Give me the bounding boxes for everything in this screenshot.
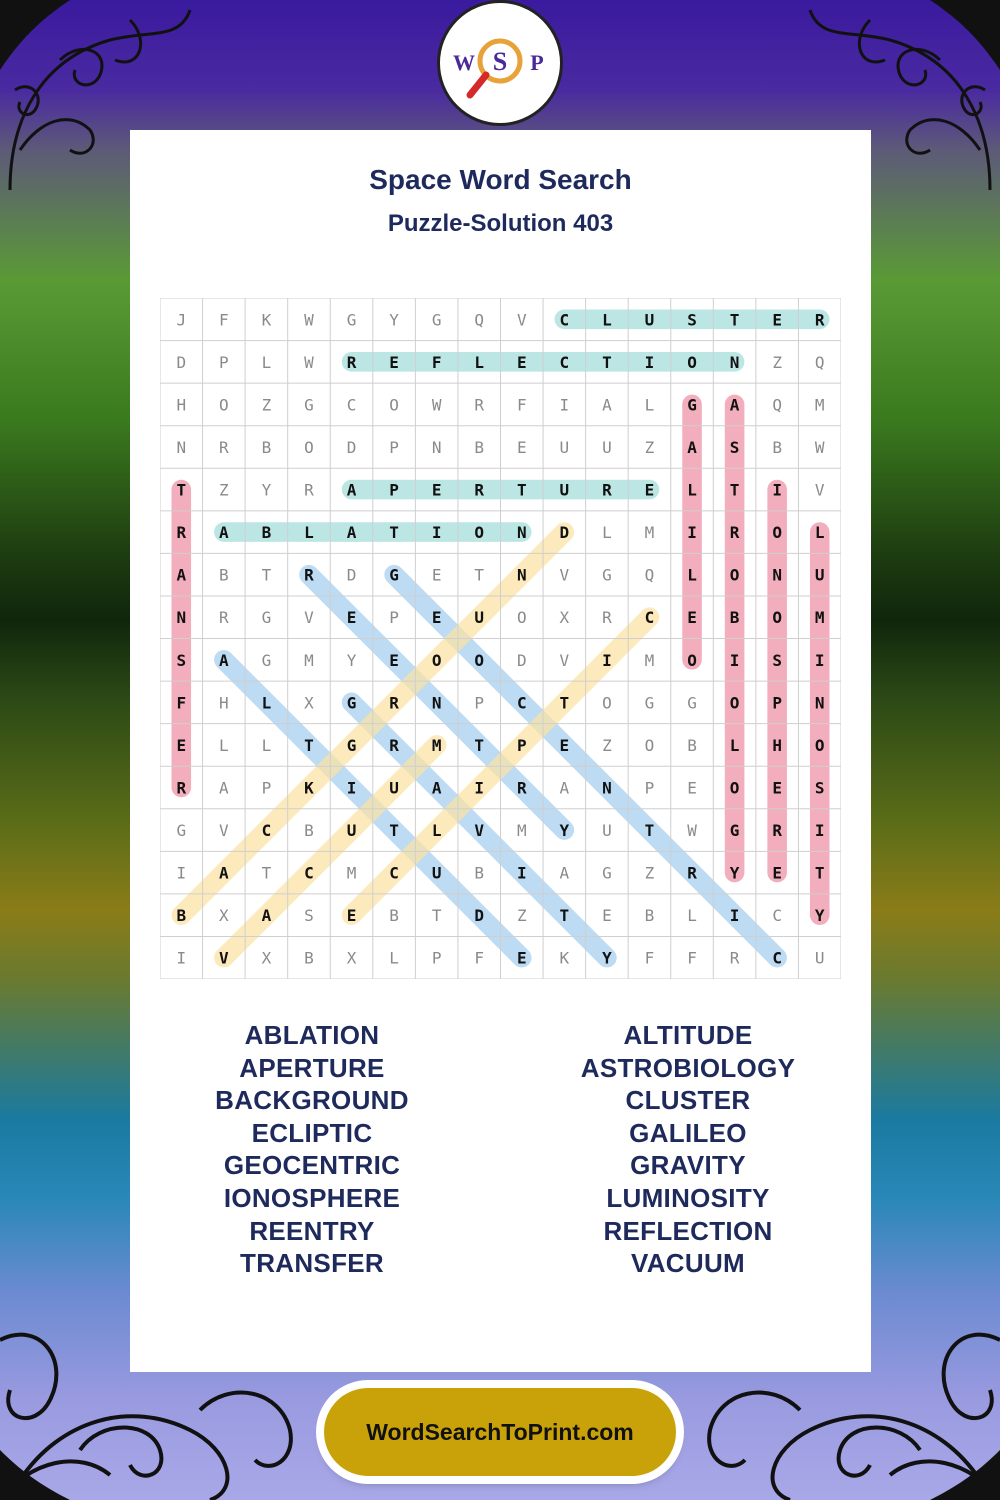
grid-letter: T	[559, 906, 570, 926]
grid-letter: G	[687, 395, 697, 415]
grid-letter: T	[261, 863, 272, 883]
grid-letter: O	[687, 650, 697, 670]
grid-letter: L	[602, 523, 612, 543]
grid-letter: O	[814, 735, 825, 755]
grid-letter: D	[176, 352, 187, 372]
grid-letter: O	[644, 735, 655, 755]
grid-letter: T	[304, 735, 314, 755]
grid-letter: U	[814, 948, 825, 968]
grid-letter: I	[644, 352, 655, 372]
grid-letter: T	[389, 523, 399, 543]
grid-letter: U	[474, 608, 485, 628]
grid-letter: F	[516, 395, 527, 415]
grid-letter: M	[814, 395, 825, 415]
word-list-item: ALTITUDE	[623, 1020, 753, 1050]
grid-letter: N	[729, 352, 740, 372]
grid-letter: C	[516, 693, 527, 713]
grid-letter: L	[644, 395, 655, 415]
grid-letter: P	[389, 608, 399, 628]
grid-letter: G	[602, 863, 612, 883]
grid-letter: N	[431, 437, 442, 457]
grid-letter: O	[474, 650, 485, 670]
grid-letter: O	[729, 565, 740, 585]
grid-letter: P	[474, 693, 485, 713]
grid-letter: I	[516, 863, 527, 883]
puzzle-subtitle: Puzzle-Solution 403	[387, 210, 614, 237]
grid-letter: G	[346, 310, 357, 330]
grid-letter: H	[219, 693, 229, 713]
grid-letter: U	[602, 821, 612, 841]
grid-letter: W	[304, 310, 314, 330]
grid-letter: P	[389, 480, 399, 500]
grid-letter: Y	[602, 948, 612, 968]
grid-letter: E	[772, 863, 782, 883]
grid-letter: F	[431, 352, 442, 372]
grid-letter: B	[729, 608, 740, 628]
grid-letter: T	[602, 352, 612, 372]
grid-letter: S	[772, 650, 782, 670]
grid-letter: O	[687, 352, 697, 372]
grid-letter: V	[304, 608, 314, 628]
puzzle-title: Space Word Search	[369, 164, 632, 195]
grid-letter: X	[304, 693, 314, 713]
grid-letter: M	[431, 735, 442, 755]
grid-letter: R	[304, 565, 314, 585]
grid-letter: E	[431, 480, 442, 500]
grid-letter: K	[304, 778, 314, 798]
grid-letter: Z	[219, 480, 229, 500]
grid-letter: G	[261, 608, 272, 628]
grid-letter: E	[602, 906, 612, 926]
grid-letter: X	[261, 948, 272, 968]
grid-letter: K	[559, 948, 570, 968]
grid-letter: R	[304, 480, 314, 500]
logo-letter-s: S	[492, 47, 508, 76]
grid-letter: E	[431, 608, 442, 628]
puzzle-panel	[130, 130, 871, 1372]
grid-letter: E	[516, 437, 527, 457]
grid-letter: I	[431, 523, 442, 543]
grid-letter: A	[219, 778, 229, 798]
word-list-item: BACKGROUND	[215, 1085, 409, 1116]
grid-letter: R	[814, 310, 825, 330]
word-list-item: ASTROBIOLOGY	[580, 1052, 796, 1083]
grid-letter: A	[176, 565, 187, 585]
grid-letter: T	[474, 565, 485, 585]
grid-letter: P	[431, 948, 442, 968]
word-list-item: IONOSPHERE	[223, 1182, 401, 1213]
grid-letter: A	[559, 778, 570, 798]
grid-letter: B	[644, 906, 655, 926]
grid-letter: E	[772, 310, 782, 330]
grid-letter: N	[176, 437, 187, 457]
grid-letter: U	[346, 821, 357, 841]
grid-letter: W	[687, 821, 697, 841]
word-list-item: LUMINOSITY	[606, 1182, 770, 1213]
grid-letter: E	[431, 565, 442, 585]
grid-letter: C	[559, 310, 570, 330]
grid-letter: R	[602, 608, 612, 628]
grid-letter: I	[729, 906, 740, 926]
grid-letter: T	[261, 565, 272, 585]
grid-letter: T	[474, 735, 485, 755]
grid-letter: P	[516, 735, 527, 755]
grid-letter: E	[516, 352, 527, 372]
grid-letter: I	[346, 778, 357, 798]
grid-letter: C	[261, 821, 272, 841]
grid-letter: I	[176, 863, 187, 883]
word-list-left	[142, 1019, 482, 1280]
grid-letter: G	[346, 693, 357, 713]
grid-letter: O	[516, 608, 527, 628]
grid-letter: W	[304, 352, 314, 372]
word-search-grid	[160, 298, 841, 979]
grid-letter: I	[176, 948, 187, 968]
word-list-item: GEOCENTRIC	[223, 1150, 401, 1181]
grid-letter: O	[389, 395, 399, 415]
grid-letter: A	[219, 863, 229, 883]
grid-letter: G	[602, 565, 612, 585]
grid-letter: O	[431, 650, 442, 670]
grid-letter: R	[219, 437, 229, 457]
grid-letter: C	[559, 352, 570, 372]
grid-letter: T	[814, 863, 825, 883]
grid-letter: G	[644, 693, 655, 713]
grid-letter: G	[389, 565, 399, 585]
grid-letter: C	[644, 608, 655, 628]
grid-letter: F	[474, 948, 485, 968]
grid-letter: Z	[602, 735, 612, 755]
grid-letter: A	[559, 863, 570, 883]
grid-letter: T	[176, 480, 187, 500]
word-list-item: GRAVITY	[630, 1150, 746, 1181]
grid-letter: Y	[261, 480, 272, 500]
grid-letter: E	[644, 480, 655, 500]
grid-letter: F	[219, 310, 229, 330]
grid-letter: Y	[559, 821, 570, 841]
word-list-right	[518, 1019, 858, 1280]
grid-letter: Y	[389, 310, 399, 330]
grid-letter: M	[304, 650, 314, 670]
grid-letter: H	[176, 395, 187, 415]
grid-letter: I	[729, 650, 740, 670]
grid-letter: I	[687, 523, 697, 543]
grid-letter: L	[602, 310, 612, 330]
grid-letter: C	[772, 948, 782, 968]
grid-letter: Z	[772, 352, 782, 372]
grid-letter: O	[772, 523, 782, 543]
grid-letter: E	[346, 906, 357, 926]
grid-letter: V	[474, 821, 485, 841]
grid-letter: I	[772, 480, 782, 500]
grid-letter: Z	[261, 395, 272, 415]
grid-letter: U	[602, 437, 612, 457]
grid-letter: S	[304, 906, 314, 926]
grid-letter: L	[814, 523, 825, 543]
website-link-button[interactable]	[324, 1388, 676, 1476]
grid-letter: L	[687, 565, 697, 585]
word-list-item: REENTRY	[249, 1215, 375, 1246]
grid-letter: V	[814, 480, 825, 500]
grid-letter: D	[559, 523, 570, 543]
grid-letter: O	[729, 693, 740, 713]
grid-letter: V	[559, 565, 570, 585]
grid-letter: C	[389, 863, 399, 883]
grid-letter: E	[389, 650, 399, 670]
grid-letter: B	[304, 821, 314, 841]
grid-letter: T	[559, 693, 570, 713]
grid-letter: O	[729, 778, 740, 798]
grid-letter: R	[389, 735, 399, 755]
grid-letter: L	[687, 906, 697, 926]
grid-letter: E	[687, 608, 697, 628]
grid-letter: J	[176, 310, 187, 330]
grid-letter: L	[261, 735, 272, 755]
grid-letter: A	[431, 778, 442, 798]
grid-letter: K	[261, 310, 272, 330]
grid-letter: G	[431, 310, 442, 330]
magnifier-icon	[440, 3, 560, 123]
word-list-item: GALILEO	[629, 1117, 747, 1148]
grid-letter: L	[219, 735, 229, 755]
grid-letter: Z	[644, 863, 655, 883]
grid-letter: P	[389, 437, 399, 457]
grid-letter: D	[346, 565, 357, 585]
word-list-item: APERTURE	[239, 1052, 385, 1083]
grid-letter: B	[687, 735, 697, 755]
grid-letter: D	[474, 906, 485, 926]
word-list-item: TRANSFER	[240, 1248, 384, 1279]
grid-letter: L	[687, 480, 697, 500]
website-label: WordSearchToPrint.com	[366, 1418, 634, 1445]
logo-letter-w: W	[453, 50, 475, 75]
grid-letter: T	[729, 480, 740, 500]
grid-letter: Z	[644, 437, 655, 457]
grid-letter: T	[729, 310, 740, 330]
grid-letter: X	[219, 906, 229, 926]
word-list-item: CLUSTER	[625, 1085, 751, 1116]
grid-letter: B	[261, 523, 272, 543]
grid-letter: N	[516, 523, 527, 543]
grid-letter: D	[346, 437, 357, 457]
grid-letter: W	[814, 437, 825, 457]
grid-letter: G	[729, 821, 740, 841]
grid-letter: S	[687, 310, 697, 330]
grid-letter: L	[729, 735, 740, 755]
grid-letter: P	[644, 778, 655, 798]
grid-letter: G	[687, 693, 697, 713]
grid-letter: R	[176, 523, 187, 543]
grid-letter: V	[219, 821, 229, 841]
grid-letter: I	[602, 650, 612, 670]
grid-letter: T	[644, 821, 655, 841]
grid-letter: Y	[729, 863, 740, 883]
grid-letter: B	[389, 906, 399, 926]
grid-letter: V	[559, 650, 570, 670]
grid-letter: A	[261, 906, 272, 926]
grid-letter: I	[814, 650, 825, 670]
grid-letter: X	[559, 608, 570, 628]
grid-letter: L	[431, 821, 442, 841]
grid-letter: N	[772, 565, 782, 585]
grid-letter: G	[346, 735, 357, 755]
grid-letter: M	[516, 821, 527, 841]
grid-letter: U	[644, 310, 655, 330]
grid-letter: E	[687, 778, 697, 798]
logo-letter-p: P	[530, 50, 544, 75]
grid-letter: A	[346, 480, 357, 500]
grid-letter: R	[772, 821, 782, 841]
grid-letter: N	[516, 565, 527, 585]
grid-letter: D	[516, 650, 527, 670]
grid-letter: C	[772, 906, 782, 926]
grid-letter: A	[729, 395, 740, 415]
grid-letter: Q	[644, 565, 655, 585]
grid-letter: I	[559, 395, 570, 415]
grid-letter: Q	[772, 395, 782, 415]
grid-letter: G	[176, 821, 187, 841]
grid-letter: O	[772, 608, 782, 628]
grid-letter: I	[474, 778, 485, 798]
grid-letter: B	[176, 906, 187, 926]
word-list-item: ECLIPTIC	[251, 1117, 373, 1148]
grid-letter: A	[346, 523, 357, 543]
grid-letter: M	[814, 608, 825, 628]
grid-letter: C	[346, 395, 357, 415]
grid-letter: T	[431, 906, 442, 926]
grid-letter: E	[346, 608, 357, 628]
grid-letter: E	[389, 352, 399, 372]
grid-letter: O	[219, 395, 229, 415]
grid-letter: R	[474, 395, 485, 415]
grid-letter: R	[389, 693, 399, 713]
grid-letter: S	[814, 778, 825, 798]
grid-letter: A	[602, 395, 612, 415]
word-list-item: REFLECTION	[603, 1215, 773, 1246]
grid-letter: V	[516, 310, 527, 330]
grid-letter: X	[346, 948, 357, 968]
grid-letter: B	[474, 437, 485, 457]
grid-letter: R	[687, 863, 697, 883]
grid-letter: R	[602, 480, 612, 500]
grid-letter: F	[644, 948, 655, 968]
grid-letter: R	[729, 523, 740, 543]
grid-letter: L	[304, 523, 314, 543]
grid-letter: N	[602, 778, 612, 798]
grid-letter: A	[219, 650, 229, 670]
grid-letter: R	[516, 778, 527, 798]
grid-letter: R	[219, 608, 229, 628]
grid-letter: B	[474, 863, 485, 883]
grid-letter: U	[431, 863, 442, 883]
grid-letter: C	[304, 863, 314, 883]
grid-letter: P	[219, 352, 229, 372]
grid-letter: G	[304, 395, 314, 415]
grid-letter: U	[559, 437, 570, 457]
grid-letter: N	[176, 608, 187, 628]
grid-letter: M	[346, 863, 357, 883]
grid-letter: W	[431, 395, 442, 415]
grid-letter: S	[176, 650, 187, 670]
grid-letter: T	[516, 480, 527, 500]
grid-letter: A	[687, 437, 697, 457]
grid-letter: R	[346, 352, 357, 372]
grid-letter: R	[474, 480, 485, 500]
grid-letter: B	[219, 565, 229, 585]
grid-letter: L	[389, 948, 399, 968]
grid-letter: R	[176, 778, 187, 798]
grid-letter: I	[814, 821, 825, 841]
grid-letter: P	[261, 778, 272, 798]
grid-letter: Q	[814, 352, 825, 372]
grid-letter: U	[559, 480, 570, 500]
grid-letter: E	[559, 735, 570, 755]
grid-letter: P	[772, 693, 782, 713]
grid-letter: N	[431, 693, 442, 713]
grid-letter: B	[772, 437, 782, 457]
grid-letter: Q	[474, 310, 485, 330]
grid-letter: O	[474, 523, 485, 543]
grid-letter: T	[389, 821, 399, 841]
grid-letter: F	[687, 948, 697, 968]
grid-letter: L	[261, 693, 272, 713]
grid-letter: L	[474, 352, 485, 372]
grid-letter: E	[516, 948, 527, 968]
grid-letter: O	[304, 437, 314, 457]
grid-letter: H	[772, 735, 782, 755]
grid-letter: E	[772, 778, 782, 798]
grid-letter: R	[729, 948, 740, 968]
grid-letter: U	[389, 778, 399, 798]
grid-letter: A	[219, 523, 229, 543]
grid-letter: Y	[814, 906, 825, 926]
grid-letter: E	[176, 735, 187, 755]
grid-letter: O	[602, 693, 612, 713]
site-logo[interactable]	[437, 0, 563, 126]
grid-letter: M	[644, 650, 655, 670]
grid-letter: L	[261, 352, 272, 372]
grid-letter: U	[814, 565, 825, 585]
grid-letter: B	[261, 437, 272, 457]
grid-letter: S	[729, 437, 740, 457]
grid-letter: M	[644, 523, 655, 543]
grid-letter: F	[176, 693, 187, 713]
grid-letter: G	[261, 650, 272, 670]
grid-letter: Z	[516, 906, 527, 926]
grid-letter: N	[814, 693, 825, 713]
word-list-item: ABLATION	[244, 1020, 380, 1050]
grid-letter: V	[219, 948, 229, 968]
grid-letter: B	[304, 948, 314, 968]
grid-letter: Y	[346, 650, 357, 670]
word-list-item: VACUUM	[631, 1248, 745, 1279]
